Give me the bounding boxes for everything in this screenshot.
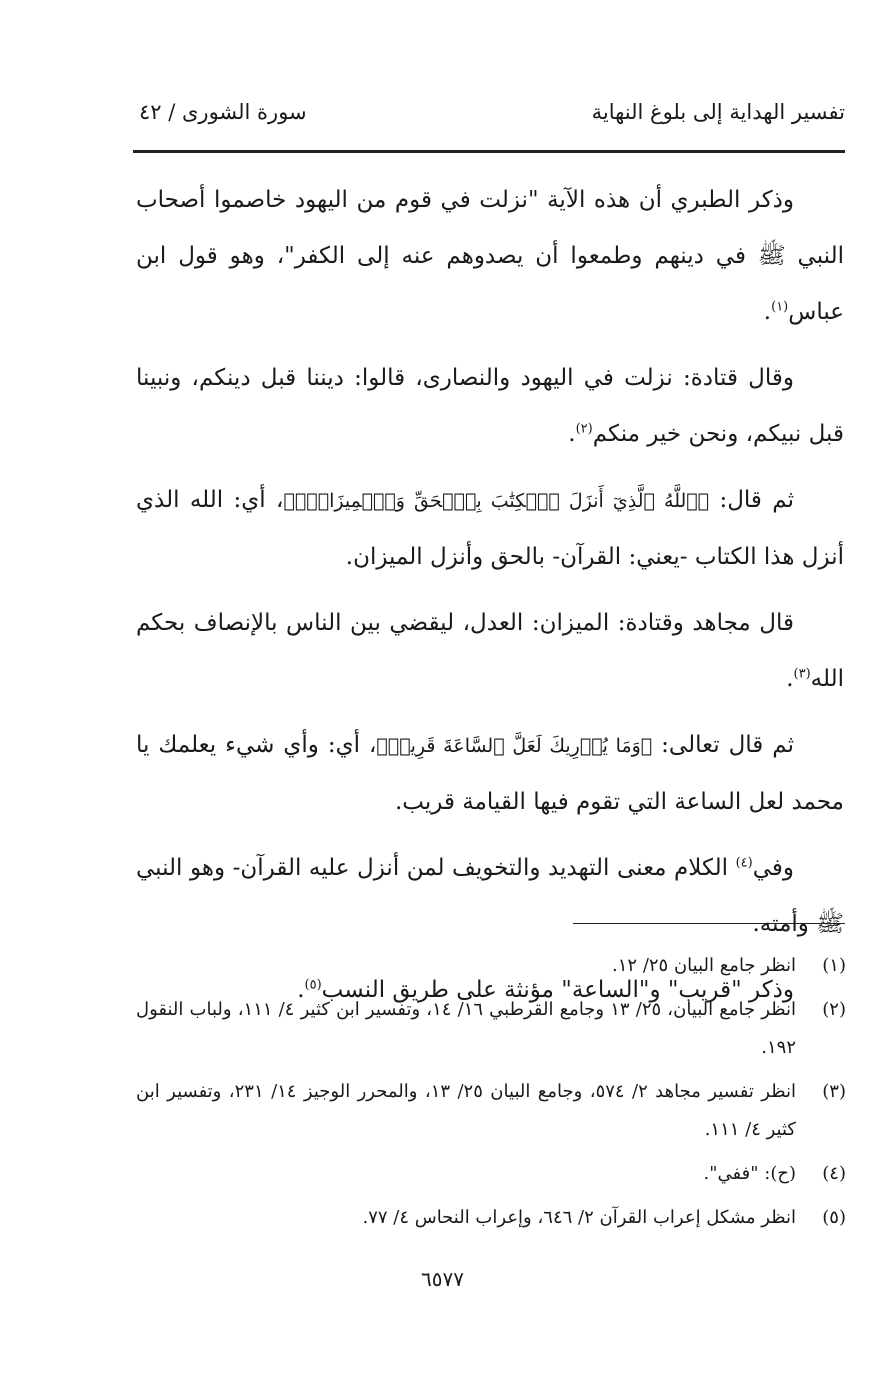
footnote-separator bbox=[573, 923, 845, 924]
footnote-item bbox=[136, 947, 846, 985]
footnote-number: (٢) bbox=[822, 999, 846, 1020]
paragraph-text: قال مجاهد وقتادة: الميزان: العدل، ليقضي بين الناس بالإنصاف بحكم الله bbox=[136, 610, 844, 692]
paragraph-threat bbox=[136, 840, 844, 952]
footnote-ref-5: (٥) bbox=[304, 977, 322, 993]
footnote-item bbox=[136, 1155, 846, 1193]
footnote-number: (٥) bbox=[822, 1207, 846, 1228]
book-title: تفسير الهداية إلى بلوغ النهاية bbox=[591, 100, 845, 124]
footnote-ref-4: (٤) bbox=[735, 855, 753, 871]
footnote-item bbox=[136, 1073, 846, 1149]
footnote-text: (ح): "ففي". bbox=[703, 1163, 796, 1184]
footnote-item bbox=[136, 991, 846, 1067]
paragraph-qatada bbox=[136, 350, 844, 462]
footnote-ref-1: (١) bbox=[771, 299, 789, 315]
quran-verse: ﴿ٱللَّهُ ٱلَّذِيٓ أَنزَلَ ٱلۡكِتَٰبَ بِٱلۡحَقِّ وَٱلۡمِيزَانَۗ﴾ bbox=[283, 490, 710, 512]
footnote-text: انظر مشكل إعراب القرآن ٢/ ٦٤٦، وإعراب النحاس ٤/ ٧٧. bbox=[362, 1207, 796, 1228]
paragraph-text: . bbox=[297, 977, 305, 1003]
footnote-number: (١) bbox=[822, 955, 846, 976]
footnote-text: انظر تفسير مجاهد ٢/ ٥٧٤، وجامع البيان ٢٥/ ١٣، والمحرر الوجيز ١٤/ ٢٣١، وتفسير ابن كثير ٤/ ١١١. bbox=[136, 1081, 796, 1140]
paragraph-text: وقال قتادة: نزلت في اليهود والنصارى، قالوا: ديننا قبل دينكم، ونبينا قبل نبيكم، ونحن خير منكم bbox=[136, 365, 844, 447]
page-number: ٦٥٧٧ bbox=[421, 1267, 464, 1291]
paragraph-text: الكلام معنى التهديد والتخويف لمن أنزل عليه القرآن- وهو النبي ﷺ وأمته. bbox=[136, 855, 844, 937]
paragraph-text: ثم قال تعالى: bbox=[652, 732, 794, 758]
footnote-ref-2: (٢) bbox=[575, 421, 593, 437]
quran-verse: ﴿وَمَا يُدۡرِيكَ لَعَلَّ ٱلسَّاعَةَ قَرِيبٞ﴾ bbox=[376, 735, 653, 757]
footnotes bbox=[136, 947, 846, 1243]
paragraph-text: ، أي: وأي شيء يعلمك يا محمد لعل الساعة التي تقوم فيها القيامة قريب. bbox=[136, 732, 844, 815]
footnote-text: انظر جامع البيان ٢٥/ ١٢. bbox=[612, 955, 796, 976]
main-text bbox=[136, 172, 844, 1028]
footnote-text: انظر جامع البيان، ٢٥/ ١٣ وجامع القرطبي ١٦/ ١٤، وتفسير ابن كثير ٤/ ١١١، ولباب النقول ١٩٢. bbox=[136, 999, 796, 1058]
running-header bbox=[133, 100, 845, 140]
paragraph-mujahid bbox=[136, 595, 844, 707]
paragraph-text: . bbox=[786, 666, 794, 692]
paragraph-text: ، أي: الله الذي أنزل هذا الكتاب -يعني: القرآن- بالحق وأنزل الميزان. bbox=[136, 487, 844, 570]
surah-label: سورة الشورى / ٤٢ bbox=[139, 100, 307, 124]
paragraph-text: وذكر الطبري أن هذه الآية "نزلت في قوم من اليهود خاصموا أصحاب النبي ﷺ في دينهم وطمعوا أن يصدوهم عنه إلى الكفر"، وهو قول ابن عباس bbox=[136, 187, 844, 325]
paragraph-verse-mizan bbox=[136, 472, 844, 585]
paragraph-text: . bbox=[568, 421, 576, 447]
paragraph-verse-saa bbox=[136, 717, 844, 830]
footnote-number: (٤) bbox=[822, 1163, 846, 1184]
paragraph-text: وذكر "قريب" و"الساعة" مؤنثة على طريق النسب bbox=[321, 977, 794, 1003]
header-rule bbox=[133, 150, 845, 153]
paragraph-tabari bbox=[136, 172, 844, 340]
footnote-item bbox=[136, 1199, 846, 1237]
paragraph-text: وفي bbox=[752, 855, 794, 881]
paragraph-text: . bbox=[763, 299, 772, 325]
footnote-ref-3: (٣) bbox=[793, 666, 811, 682]
paragraph-text: ثم قال: bbox=[709, 487, 794, 513]
footnote-number: (٣) bbox=[822, 1081, 846, 1102]
